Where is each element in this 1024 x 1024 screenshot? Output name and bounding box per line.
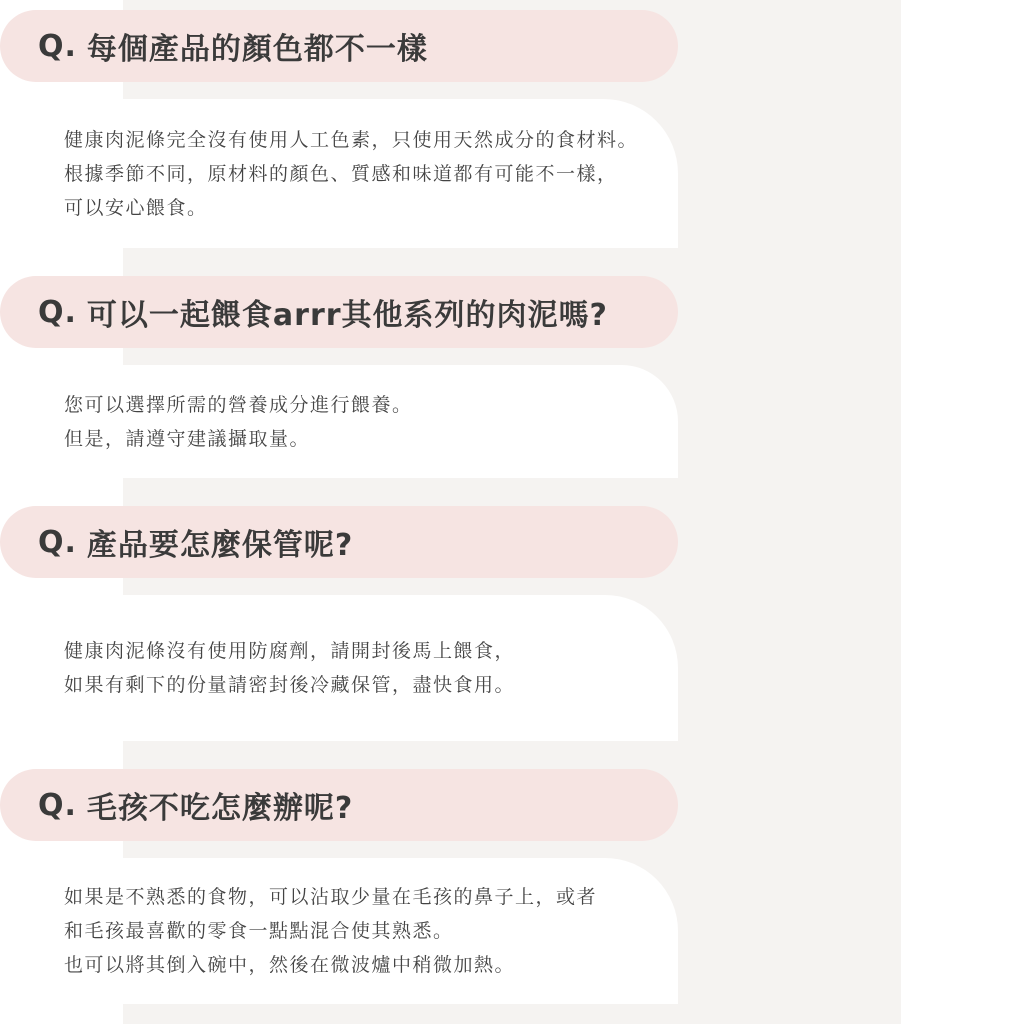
answer-line: 您可以選擇所需的營養成分進行餵養。 — [64, 393, 413, 416]
faq-question-4 — [0, 769, 678, 841]
faq-answer-3 — [0, 595, 678, 741]
question-text: 每個產品的顏色都不一樣 — [86, 32, 428, 67]
faq-answer-2 — [0, 365, 678, 478]
answer-line: 可以安心餵食。 — [64, 196, 208, 219]
faq-answer-1 — [0, 99, 678, 248]
question-prefix: Q. — [38, 524, 77, 560]
question-text: 產品要怎麼保管呢? — [86, 528, 354, 563]
answer-line: 但是，請遵守建議攝取量。 — [64, 427, 311, 450]
question-prefix: Q. — [38, 787, 77, 823]
faq-question-1 — [0, 10, 678, 82]
answer-line: 健康肉泥條沒有使用防腐劑，請開封後馬上餵食， — [64, 640, 516, 662]
answer-line: 如果是不熟悉的食物，可以沾取少量在毛孩的鼻子上，或者 — [64, 886, 598, 908]
answer-line: 也可以將其倒入碗中，然後在微波爐中稍微加熱。 — [64, 954, 516, 976]
faq-answer-4 — [0, 858, 678, 1004]
question-text: 毛孩不吃怎麼辦呢? — [86, 791, 354, 826]
question-prefix: Q. — [38, 294, 77, 330]
answer-line: 健康肉泥條完全沒有使用人工色素，只使用天然成分的食材料。 — [64, 128, 639, 151]
question-text: 可以一起餵食arrr其他系列的肉泥嗎? — [86, 298, 608, 333]
question-prefix: Q. — [38, 28, 77, 64]
answer-line: 根據季節不同，原材料的顏色、質感和味道都有可能不一樣， — [64, 162, 618, 185]
answer-line: 和毛孩最喜歡的零食一點點混合使其熟悉。 — [64, 920, 454, 942]
answer-line: 如果有剩下的份量請密封後冷藏保管，盡快食用。 — [64, 674, 516, 696]
faq-question-2 — [0, 276, 678, 348]
faq-question-3 — [0, 506, 678, 578]
